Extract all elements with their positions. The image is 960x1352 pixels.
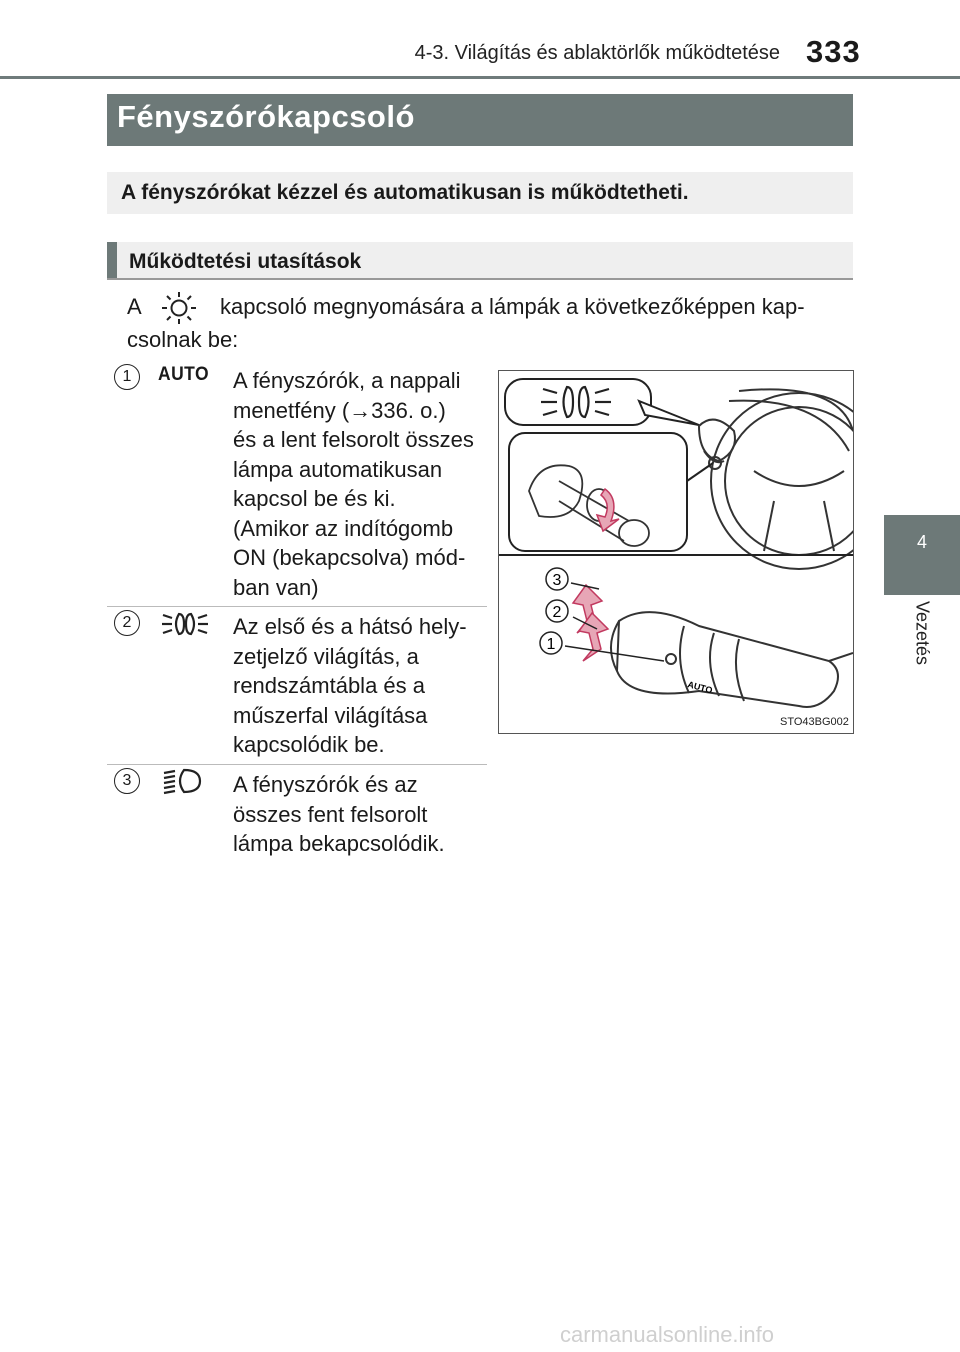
item-1-line: ban van) — [233, 574, 319, 600]
item-2-line: zetjelző világítás, a — [233, 643, 419, 669]
auto-icon: AUTO — [158, 364, 210, 385]
item-1-line: (Amikor az indítógomb — [233, 515, 454, 541]
item-2-line: Az első és a hátsó hely- — [233, 614, 467, 639]
item-2-line: kapcsolódik be. — [233, 732, 385, 757]
intro-text: A fényszórókat kézzel és automatikusan is működtetheti. — [121, 181, 689, 204]
item-3-line: lámpa bekapcsolódik. — [233, 831, 445, 856]
lever-auto-label: AUTO — [686, 679, 714, 696]
item-1-text — [233, 366, 483, 602]
item-1-line: lámpa automatikusan — [233, 456, 443, 482]
switch-illustration — [498, 370, 854, 734]
paragraph-start: A — [127, 294, 142, 319]
item-1-line: A fényszórók, a nappali — [233, 368, 461, 393]
item-3-text — [233, 770, 483, 859]
chapter-label: Vezetés — [912, 600, 933, 666]
item-number-1: 1 — [114, 364, 140, 390]
illustration-drawing — [499, 371, 853, 733]
subheading: Működtetési utasítások — [129, 250, 362, 273]
item-1-line: és a lent felsorolt összes — [233, 427, 474, 452]
item-1-line: kapcsol be és ki. — [233, 486, 396, 511]
chapter-tab — [884, 515, 960, 595]
figure-code: STO43BG002 — [780, 716, 849, 728]
item-number-2: 2 — [114, 610, 140, 636]
callout-3: 3 — [552, 572, 562, 589]
chapter-label-box — [884, 595, 960, 670]
callout-2: 2 — [552, 604, 562, 621]
item-1-line: ON (bekapcsolva) mód- — [233, 545, 466, 570]
page-number: 333 — [806, 34, 861, 69]
subheading-rule — [107, 278, 853, 280]
item-number-3: 3 — [114, 768, 140, 794]
headlight-icon — [160, 766, 206, 796]
section-header: 4-3. Világítás és ablaktörlők működtetése — [414, 42, 780, 64]
parking-lights-icon — [160, 610, 210, 638]
watermark: carmanualsonline.info — [560, 1322, 775, 1347]
callout-1: 1 — [546, 636, 556, 653]
light-switch-icon — [158, 290, 200, 326]
item-3-line: A fényszórók és az — [233, 772, 418, 797]
paragraph-line2: csolnak be: — [127, 327, 239, 352]
page-title: Fényszórókapcsoló — [117, 99, 415, 134]
item-1-line: menetfény (→336. o.) — [233, 397, 446, 423]
item-3-line: összes fent felsorolt — [233, 801, 428, 827]
item-2-line: rendszámtábla és a — [233, 673, 425, 698]
item-divider — [107, 764, 487, 765]
item-2-text — [233, 612, 483, 760]
header-rule — [0, 76, 960, 79]
paragraph-line1: kapcsoló megnyomására a lámpák a következőképpen kap- — [220, 294, 805, 319]
item-divider — [107, 606, 487, 607]
item-2-line: műszerfal világítása — [233, 702, 428, 728]
chapter-number: 4 — [916, 532, 927, 552]
subheading-marker — [107, 242, 117, 278]
